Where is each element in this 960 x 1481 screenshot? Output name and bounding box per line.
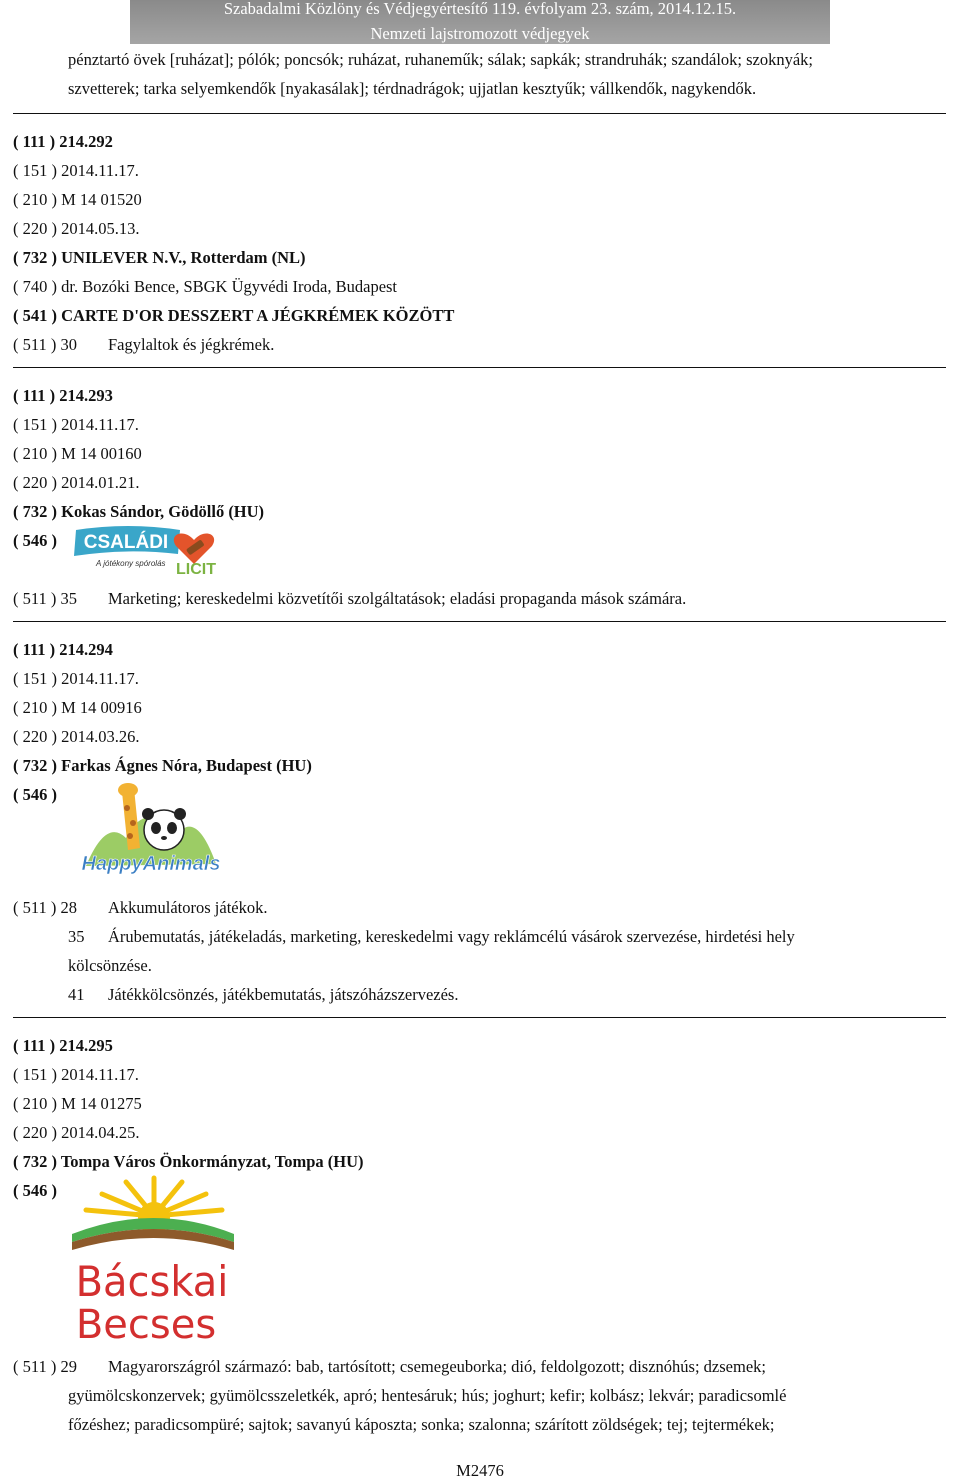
- record-3-class-41-text: Játékkölcsönzés, játékbemutatás, játszóházszervezés.: [108, 985, 459, 1004]
- record-4-f210: ( 210 ) M 14 01275: [13, 1094, 142, 1113]
- record-3-f511-code: ( 511 ) 28: [13, 898, 78, 917]
- record-2-f511-text: Marketing; kereskedelmi közvetítői szolgáltatások; eladási propaganda mások számára.: [108, 589, 687, 608]
- separator-rule: [13, 367, 946, 368]
- header-journal-line: Szabadalmi Közlöny és Védjegyértesítő 119. évfolyam 23. szám, 2014.12.15.: [223, 0, 737, 18]
- record-4-f511-code: ( 511 ) 29: [13, 1357, 78, 1376]
- page-header: [0, 0, 960, 46]
- record-1-f541: ( 541 ) CARTE D'OR DESSZERT A JÉGKRÉMEK KÖZÖTT: [13, 306, 455, 325]
- logo-word-1: Bácskai: [75, 1256, 229, 1307]
- intro-line-1: pénztartó övek [ruházat]; pólók; poncsók; ruházat, ruhaneműk; sálak; sapkák; strandruhák; szandálok; szoknyák;: [68, 50, 814, 69]
- page-number: M2476: [456, 1461, 504, 1480]
- record-3-f546: ( 546 ): [13, 785, 57, 804]
- record-2-f151: ( 151 ) 2014.11.17.: [13, 415, 139, 434]
- record-3-f111: ( 111 ) 214.294: [13, 640, 113, 659]
- record-3-f151: ( 151 ) 2014.11.17.: [13, 669, 139, 688]
- record-3-class-35-cont: kölcsönzése.: [68, 956, 152, 975]
- record-4-f220: ( 220 ) 2014.04.25.: [13, 1123, 140, 1142]
- separator-rule: [13, 621, 946, 622]
- happy-animals-logo: [66, 778, 236, 884]
- record-4-f546: ( 546 ): [13, 1181, 57, 1200]
- record-1-f511-text: Fagylaltok és jégkrémek.: [108, 335, 275, 354]
- intro-line-2: szvetterek; tarka selyemkendők [nyakasálak]; térdnadrágok; ujjatlan kesztyűk; vállkendők, nagykendők.: [68, 79, 757, 98]
- logo-word-2: Becses: [75, 1302, 217, 1344]
- record-4-f511-cont-1: gyümölcskonzervek; gyümölcsszeletkék, apró; hentesáruk; hús; joghurt; kefir; kolbász; lekvár; paradicsomlé: [68, 1386, 787, 1405]
- giraffe-icon: [118, 783, 138, 797]
- record-3-f511-text: Akkumulátoros játékok.: [108, 898, 268, 917]
- record-1-f511-code: ( 511 ) 30: [13, 335, 78, 354]
- separator-rule: [13, 113, 946, 114]
- record-3-f210: ( 210 ) M 14 00916: [13, 698, 142, 717]
- record-4-f511-cont-2: főzéshez; paradicsompüré; sajtok; savanyú káposzta; sonka; szalonna; szárított zöldségek; tej; tejtermékek;: [68, 1415, 775, 1434]
- logo-word-1: CSALÁDI: [83, 532, 169, 553]
- record-2-f511-code: ( 511 ) 35: [13, 589, 78, 608]
- header-section-line: Nemzeti lajstromozott védjegyek: [370, 24, 590, 43]
- record-3-f220: ( 220 ) 2014.03.26.: [13, 727, 140, 746]
- record-1-f732: ( 732 ) UNILEVER N.V., Rotterdam (NL): [13, 248, 306, 267]
- record-1-f220: ( 220 ) 2014.05.13.: [13, 219, 140, 238]
- logo-tagline: A jótékony spórolás: [96, 559, 166, 568]
- record-3-class-41-code: 41: [68, 985, 85, 1004]
- record-2-f210: ( 210 ) M 14 00160: [13, 444, 142, 463]
- bacskai-becses-logo: [68, 1172, 238, 1344]
- separator-rule: [13, 1017, 946, 1018]
- record-2-f732: ( 732 ) Kokas Sándor, Gödöllő (HU): [13, 502, 265, 521]
- record-2-f220: ( 220 ) 2014.01.21.: [13, 473, 140, 492]
- record-4-f511-text: Magyarországról származó: bab, tartósított; csemegeuborka; dió, feldolgozott; disznóhús; dzsemek;: [108, 1357, 766, 1376]
- record-4-f732: ( 732 ) Tompa Város Önkormányzat, Tompa (HU): [13, 1152, 364, 1171]
- record-4-f151: ( 151 ) 2014.11.17.: [13, 1065, 139, 1084]
- record-1-f151: ( 151 ) 2014.11.17.: [13, 161, 139, 180]
- record-3-class-35-code: 35: [68, 927, 85, 946]
- record-1-f210: ( 210 ) M 14 01520: [13, 190, 142, 209]
- record-1-f740: ( 740 ) dr. Bozóki Bence, SBGK Ügyvédi Iroda, Budapest: [13, 277, 398, 296]
- logo-word-2: LICIT: [176, 561, 216, 576]
- record-3-class-35-text: Árubemutatás, játékeladás, marketing, kereskedelmi vagy reklámcélú vásárok szervezése, hirdetési hely: [108, 927, 795, 946]
- record-4-f111: ( 111 ) 214.295: [13, 1036, 113, 1055]
- logo-wordmark: HappyAnimals: [81, 853, 221, 875]
- record-2-f546: ( 546 ): [13, 531, 57, 550]
- record-1-f111: ( 111 ) 214.292: [13, 132, 113, 151]
- record-2-f111: ( 111 ) 214.293: [13, 386, 113, 405]
- csaladi-licit-logo: [68, 524, 234, 576]
- record-3-f732: ( 732 ) Farkas Ágnes Nóra, Budapest (HU): [13, 756, 312, 775]
